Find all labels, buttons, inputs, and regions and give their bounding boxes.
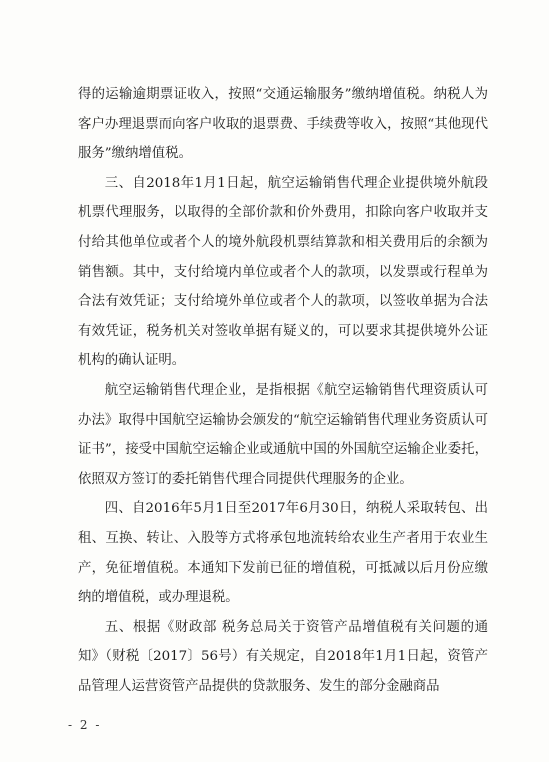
paragraph-agent-definition: 航空运输销售代理企业，是指根据《航空运输销售代理资质认可办法》取得中国航空运输协会颁发的“航空运输销售代理业务资质认可证书”，接受中国航空运输企业或通航中国的外国航空运输企业委托，依照双方签订的委托销售代理合同提供代理服务的企业。 [78, 382, 488, 487]
paragraph-continuation: 得的运输逾期票证收入，按照“交通运输服务”缴纳增值税。纳税人为客户办理退票而向客户收取的退票费、手续费等收入，按照“其他现代服务”缴纳增值税。 [78, 87, 488, 162]
document-body [78, 80, 488, 701]
page-number: - 2 - [68, 718, 102, 732]
paragraph-section-five: 五、根据《财政部 税务总局关于资管产品增值税有关问题的通知》（财税〔2017〕56号）有关规定，自2018年1月1日起，资管产品管理人运营资管产品提供的贷款服务、发生的部分金融商品 [78, 619, 488, 694]
paragraph-section-three: 三、自2018年1月1日起，航空运输销售代理企业提供境外航段机票代理服务，以取得的全部价款和价外费用，扣除向客户收取并支付给其他单位或者个人的境外航段机票结算款和相关费用后的余额为销售额。其中，支付给境内单位或者个人的款项，以发票或行程单为合法有效凭证；支付给境外单位或者个人的款项，以签收单据为合法有效凭证，税务机关对签收单据有疑义的，可以要求其提供境外公证机构的确认证明。 [78, 175, 488, 369]
paragraph-section-four: 四、自2016年5月1日至2017年6月30日，纳税人采取转包、出租、互换、转让、入股等方式将承包地流转给农业生产者用于农业生产，免征增值税。本通知下发前已征的增值税，可抵减以后月份应缴纳的增值税，或办理退税。 [78, 501, 488, 606]
